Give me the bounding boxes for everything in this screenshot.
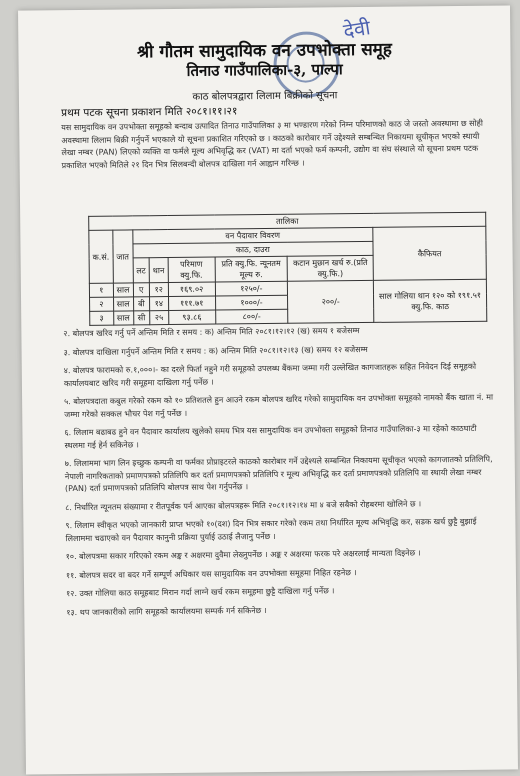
list-item: ६. लिलाम बढाबढ हुने वन पैदावार कार्यालय खुलेको समय भित्र यस सामुदायिक वन उपभोक्ता समूहको तिनाउ गाउँपालिका-३ मा रहेको काठघाटी स्थलमा गई हेर्न सकिनेछ । — [64, 423, 477, 450]
list-item: १२. उक्त गोलिया काठ समूहबाट मिरान गर्दा लाग्ने खर्च रकम समूहमा छुट्टै दाखिला गर्नु पर्नेछ । — [66, 586, 335, 599]
list-item: २. बोलपत्र खरिद गर्नु पर्ने अन्तिम मिति र समय : क) अन्तिम मिति २०८१।१२।१२ (ख) समय १ बजेसम्म — [63, 326, 360, 339]
list-item: ७. लिलाममा भाग लिन इच्छुक कम्पनी वा फर्मका प्रोप्राइटरले काठको कारोबार गर्ने उद्देश्यले सम्बन्धित निकायमा सूचीकृत भएको कागजातको प्रतिलिपि, नेपाली नागरिकताको प्रमाणपत्रको प्रतिलिपि कर दर्ता प्रमाणपत्रको प्रतिलिपि र मूल्य अभिवृद्धि कर दर्ता प्रमाणपत्रको प्रतिलिपि वा स्थायी लेखा नम्बर (PAN) दर्ता प्रमाणपत्रको प्रतिलिपि बोलपत्र साथ पेश गर्नुपर्नेछ । — [64, 454, 493, 494]
list-item: ११. बोलपत्र सदर वा बदर गर्ने सम्पूर्ण अधिकार यस सामुदायिक वन उपभोक्ता समूहमा निहित रहनेछ । — [65, 567, 357, 580]
list-item: ४. बोलपत्र फारामको रु.१,०००।- का दरले फिर्ता नहुने गरी समूहको उपलब्ध बैंकमा जम्मा गरी उल्लेखित कागजातहरू सहित निवेदन दिई समूहको कार्यालयबाट खरिद गरी समूहमा दाखिला गर्नु पर्नेछ । — [63, 361, 477, 388]
list-item: ८. निर्धारित न्यूनतम संख्यामा र रीतपूर्वक पर्न आएका बोलपत्रहरू मिति २०८१।१२।१४ मा ४ बजे सबैको रोहबरमा खोलिने छ । — [65, 498, 422, 512]
header-remarks: कैफियत — [373, 226, 487, 280]
header-deposit: कटान मुछान खर्च रु.(प्रति क्यु.फि.) — [287, 255, 373, 281]
conditions-list — [63, 324, 496, 625]
org-address: तिनाउ गाउँपालिका-३, पाल्पा — [186, 60, 343, 80]
intro-paragraph: यस सामुदायिक वन उपभोक्ता समूहको बन्दाब उत्पादित तिनाउ गाउँपालिका ३ मा भण्डारण गरेको निम्न परिमाणको काठ जे जस्तो अवस्थामा छ सोही अवस्थामा लिलाम बिक्री गर्नुपर्ने भएकाले यो सूचना प्रकाशित गरिएको छ । काठको कारोबार गर्ने उद्देश्यले सम्बन्धित निकायमा सूचीकृत भएको स्थायी लेखा नम्बर (PAN) लिएको व्यक्ति वा फर्मले मूल्य अभिवृद्धि कर (VAT) मा दर्ता भएको फर्म कम्पनी, उद्योग वा संघ संस्थाले यो सूचना प्रथम पटक प्रकाशित भएको मितिले २१ दिन भित्र सिलबन्दी बोलपत्र दाखिला गर्न आह्वान गरिन्छ । — [61, 118, 483, 170]
list-item: १३. थप जानकारीको लागि समूहको कार्यालयमा सम्पर्क गर्न सकिनेछ । — [66, 605, 267, 617]
notice-title: काठ बोलपत्रद्वारा लिलाम बिक्रीको सूचना — [192, 90, 338, 103]
header-stack: थान — [149, 258, 168, 283]
lot-table — [88, 212, 487, 326]
list-item: १०. बोलपत्रमा सकार गरिएको रकम अङ्क र अक्षरमा दुवैमा लेख्नुपर्नेछ । अङ्क र अक्षरमा फरक परे अक्षरलाई मान्यता दिइनेछ । — [65, 548, 421, 562]
header-sn: क.सं. — [89, 230, 113, 283]
deposit-value: २००/- — [288, 280, 374, 323]
header-forest-product: वन पैदावार विवरण — [132, 227, 373, 244]
table-row: १ साल ए १२ १६९.०२ १२५०/- २००/- साल गोलिया थान १२० को १९१.५१ क्यु.फि. काठ — [89, 279, 486, 297]
publish-date: प्रथम पटक सूचना प्रकाशन मिति २०८१।११।२१ — [61, 105, 238, 120]
list-item: ५. बोलपत्रदाता कबुल गरेको रकम को १० प्रतिशतले हुन आउने रकम बोलपत्र खरिद गरेको सामुदायिक वन उपभोक्ता समूहको नामको बैंक खाता नं. मा जम्मा गरेको सक्कल भौचर पेश गर्नु पर्नेछ । — [64, 392, 494, 419]
list-item: ९. लिलाम स्वीकृत भएको जानकारी प्राप्त भएको १०(दश) दिन भित्र सकार गरेको रकम तथा निर्धारित मूल्य अभिवृद्धि कर, सडक खर्च छुट्टै बुझाई लिलाममा चढाएको वन पैदावार कानुनी प्रक्रिया पुर्याई उठाई लैजानु पर्नेछ । — [65, 516, 477, 543]
header-lot: लट — [133, 258, 150, 283]
notice-paper — [18, 5, 518, 774]
header-wood-type: काठ, दाउरा — [133, 241, 374, 258]
table-caption: तालिका — [89, 212, 486, 230]
table-row: २ साल बी १४ १११.७१ १०००/- — [90, 293, 487, 311]
list-item: ३. बोलपत्र दाखिला गर्नुपर्ने अन्तिम मिति र समय : क) अन्तिम मिति २०८१।१२।१३ (ख) समय १२ बजेसम्म — [63, 344, 368, 357]
header-price: प्रति क्यु.फि. न्यूनतम मूल्य रु. — [215, 256, 288, 282]
header-quantity: परिमाण क्यु.फि. — [168, 257, 215, 282]
handwritten-note: देवी — [341, 15, 372, 43]
table-row: ३ साल सी २५ ९३.८६ ८००/- — [90, 307, 487, 325]
org-name: श्री गौतम सामुदायिक वन उपभोक्ता समूह — [136, 39, 392, 63]
header-species: जात — [112, 230, 132, 283]
remarks-value: साल गोलिया थान १२० को १९१.५१ क्यु.फि. काठ — [373, 279, 486, 322]
